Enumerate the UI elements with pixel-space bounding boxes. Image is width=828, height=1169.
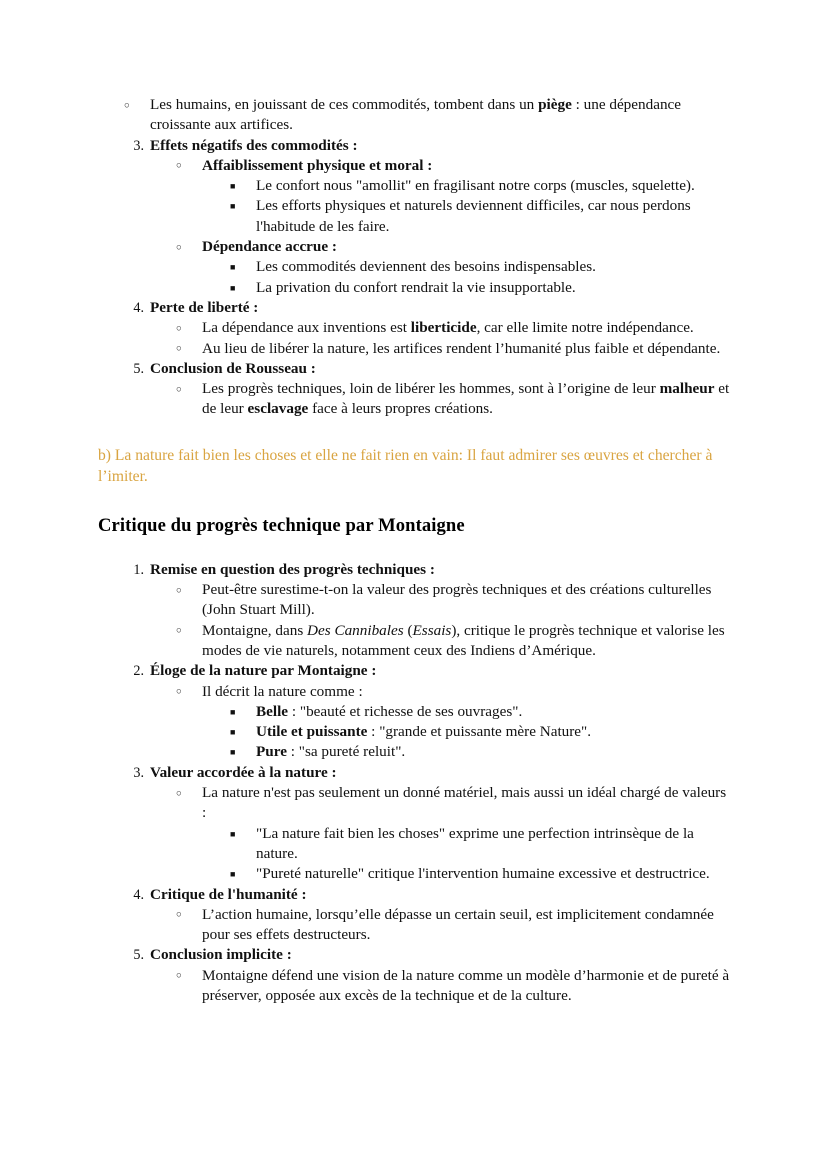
list-item: [150, 339, 732, 359]
list-item: [202, 278, 732, 298]
list-number: 4.: [133, 886, 144, 903]
page-title-montaigne: Critique du progrès technique par Montaigne: [98, 514, 465, 536]
list-item-text: "Pureté naturelle" critique l'intervention humaine excessive et destructrice.: [256, 865, 710, 883]
list-number: 1.: [133, 561, 144, 578]
sub-list-square: [202, 702, 732, 763]
list-item-text: Utile et puissante : "grande et puissante mère Nature".: [256, 723, 592, 741]
orphan-bullet-list: [98, 95, 732, 136]
list-item: [202, 742, 732, 762]
list-item-text: Les humains, en jouissant de ces commodités, tombent dans un piège : une dépendance croissante aux artifices.: [150, 96, 682, 134]
list-item-text: Montaigne, dans Des Cannibales (Essais), critique le progrès technique et valorise les modes de vie naturels, notamment ceux des Indiens d’Amérique.: [202, 621, 725, 659]
circle-bullet-icon: ○: [176, 344, 182, 355]
numbered-list-item: [98, 298, 732, 359]
list-item-text: Au lieu de libérer la nature, les artifices rendent l’humanité plus faible et dépendante.: [202, 339, 721, 357]
list-item-text: Pure : "sa pureté reluit".: [256, 743, 406, 761]
circle-bullet-icon: ○: [176, 788, 182, 799]
list-item: [150, 318, 732, 338]
list-item-text: Les progrès techniques, loin de libérer les hommes, sont à l’origine de leur malheur et de leur esclavage face à leurs propres créations.: [202, 380, 730, 418]
numbered-list-item: [98, 661, 732, 762]
list-number: 4.: [133, 299, 144, 316]
list-item: [150, 966, 732, 1007]
list-number: 2.: [133, 663, 144, 680]
sub-list-circle: [150, 905, 732, 946]
sub-list-square: [202, 257, 732, 298]
list-item: [202, 864, 732, 884]
circle-bullet-icon: ○: [176, 971, 182, 982]
sub-list-square: [202, 824, 732, 885]
list-item: [202, 824, 732, 865]
circle-bullet-icon: ○: [176, 384, 182, 395]
heading-spacer: [98, 538, 732, 560]
list-item: [202, 257, 732, 277]
list-item-text: Les commodités deviennent des besoins indispensables.: [256, 258, 596, 276]
list-item-text: La privation du confort rendrait la vie insupportable.: [256, 278, 576, 296]
sub-list-circle: [150, 580, 732, 661]
square-bullet-icon: ■: [230, 262, 236, 273]
list-item-text: La nature n'est pas seulement un donné matériel, mais aussi un idéal chargé de valeurs :: [202, 784, 727, 822]
sub-list-circle: [150, 156, 732, 298]
montaigne-numbered-list: [98, 560, 732, 1007]
sub-list-circle: [150, 379, 732, 420]
list-item: [150, 621, 732, 662]
list-item-text: La dépendance aux inventions est liberticide, car elle limite notre indépendance.: [202, 319, 694, 337]
square-bullet-icon: ■: [230, 706, 236, 717]
list-item: [202, 176, 732, 196]
list-item: [150, 682, 732, 763]
sub-list-circle: [150, 783, 732, 884]
list-item-text: Belle : "beauté et richesse de ses ouvrages".: [256, 702, 523, 720]
list-item: [202, 722, 732, 742]
list-number: 3.: [133, 137, 144, 154]
list-item-text: Peut-être surestime-t-on la valeur des progrès techniques et des créations culturelles (John Stuart Mill).: [202, 581, 712, 619]
list-item-title: Remise en question des progrès techniques :: [150, 560, 435, 578]
list-item-title: Perte de liberté :: [150, 298, 259, 316]
list-item: [150, 379, 732, 420]
sub-list-square: [202, 176, 732, 237]
list-number: 5.: [133, 947, 144, 964]
list-item-text: Affaiblissement physique et moral :: [202, 156, 433, 174]
circle-bullet-icon: ○: [176, 910, 182, 921]
circle-bullet-icon: ○: [176, 585, 182, 596]
circle-bullet-icon: ○: [124, 100, 130, 111]
sub-list-circle: [150, 318, 732, 359]
list-item-text: Les efforts physiques et naturels deviennent difficiles, car nous perdons l'habitude de les faire.: [256, 197, 691, 235]
square-bullet-icon: ■: [230, 828, 236, 839]
list-item: [202, 702, 732, 722]
list-item: [150, 905, 732, 946]
numbered-list-item: [98, 885, 732, 946]
numbered-list-item: [98, 359, 732, 420]
numbered-list-item: [98, 945, 732, 1006]
circle-bullet-icon: ○: [176, 161, 182, 172]
square-bullet-icon: ■: [230, 869, 236, 880]
circle-bullet-icon: ○: [176, 687, 182, 698]
list-item-text: L’action humaine, lorsqu’elle dépasse un certain seuil, est implicitement condamnée pour ses effets destructeurs.: [202, 905, 714, 944]
numbered-list-item: [98, 136, 732, 298]
list-item: [150, 156, 732, 237]
list-item-title: Critique de l'humanité :: [150, 885, 307, 903]
rousseau-outline-block: [98, 95, 732, 420]
list-item: [150, 237, 732, 298]
square-bullet-icon: ■: [230, 181, 236, 192]
circle-bullet-icon: ○: [176, 626, 182, 637]
sub-list-circle: [150, 966, 732, 1007]
list-item-title: Éloge de la nature par Montaigne :: [150, 662, 377, 680]
square-bullet-icon: ■: [230, 201, 236, 212]
list-item-text: Le confort nous "amollit" en fragilisant notre corps (muscles, squelette).: [256, 177, 695, 195]
list-item: [150, 783, 732, 884]
list-item: [202, 196, 732, 237]
list-item-title: Conclusion implicite :: [150, 946, 292, 964]
list-item: [150, 580, 732, 621]
circle-bullet-icon: ○: [176, 323, 182, 334]
list-item-text: "La nature fait bien les choses" exprime une perfection intrinsèque de la nature.: [256, 824, 694, 862]
sub-list-circle: [150, 682, 732, 763]
list-number: 3.: [133, 764, 144, 781]
list-item-text: Il décrit la nature comme :: [202, 682, 363, 700]
list-number: 5.: [133, 360, 144, 377]
rousseau-numbered-list: [98, 136, 732, 420]
square-bullet-icon: ■: [230, 747, 236, 758]
list-item-text: Dépendance accrue :: [202, 238, 337, 256]
numbered-list-item: [98, 560, 732, 661]
list-item-title: Conclusion de Rousseau :: [150, 359, 316, 377]
list-item-text: Montaigne défend une vision de la nature comme un modèle d’harmonie et de pureté à préserver, opposée aux excès de la technique et de la culture.: [202, 966, 730, 1004]
circle-bullet-icon: ○: [176, 242, 182, 253]
list-item: [98, 95, 732, 136]
numbered-list-item: [98, 763, 732, 885]
list-item-title: Effets négatifs des commodités :: [150, 136, 358, 154]
square-bullet-icon: ■: [230, 282, 236, 293]
section-lead-paragraph-b: b) La nature fait bien les choses et elle ne fait rien en vain: Il faut admirer ses œuvres et chercher à l’imiter.: [98, 446, 713, 486]
square-bullet-icon: ■: [230, 727, 236, 738]
list-item-title: Valeur accordée à la nature :: [150, 763, 337, 781]
